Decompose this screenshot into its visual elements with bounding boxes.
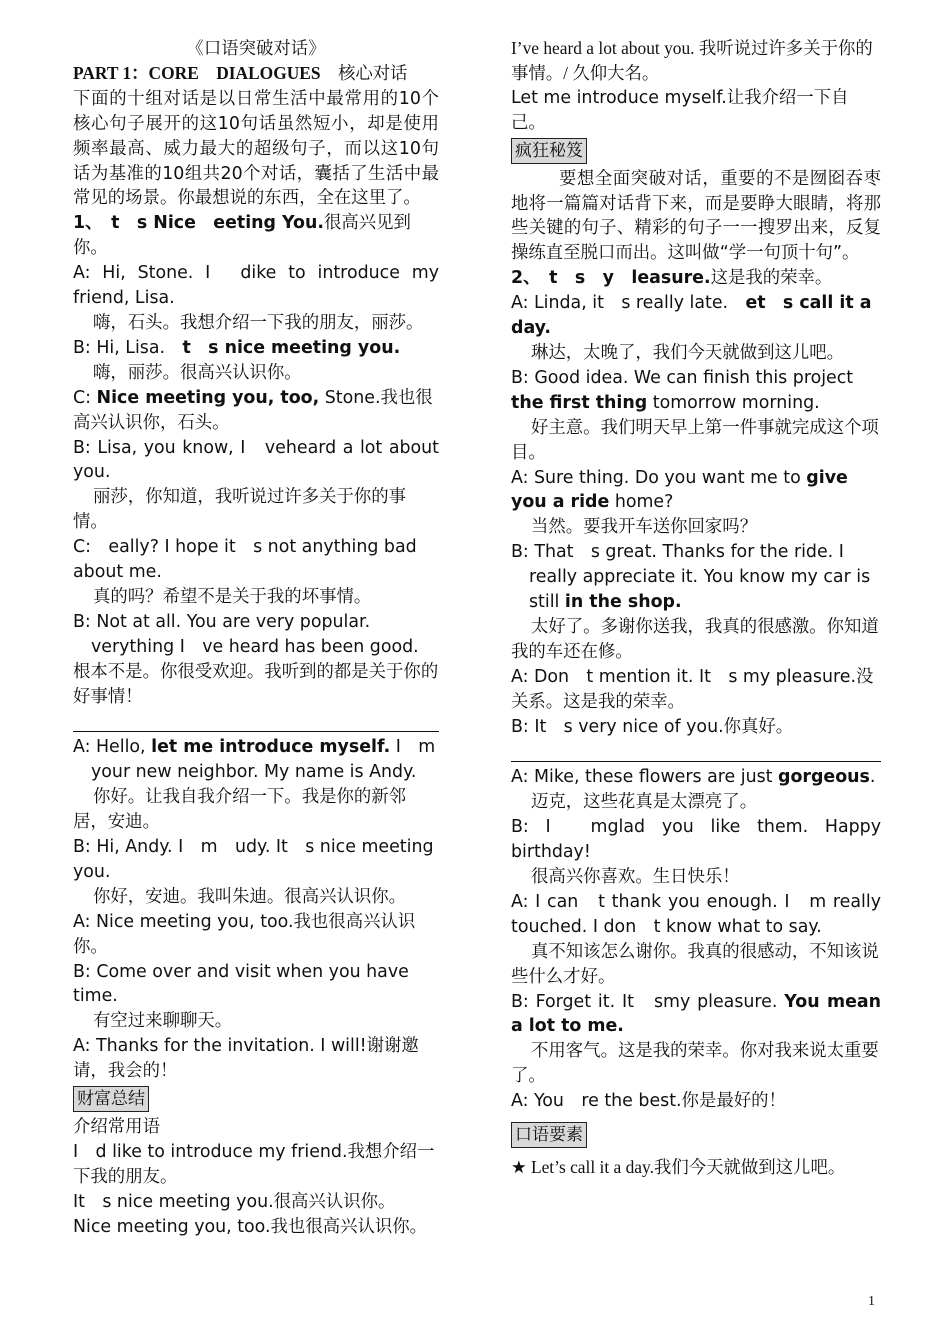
- dialogue-line-cont: your new neighbor. My name is Andy.: [91, 762, 417, 783]
- dialogue-line: C: eally? I hope it s not anything bad about me.: [73, 537, 417, 583]
- intro-paragraph: 下面的十组对话是以日常生活中最常用的10个核心句子展开的这10句话虽然短小，却是使用频率最高、威力最大的超级句子，而以这10句话为基准的10组共20个对话，囊括了生活中最常见的场景。你最想说的东西，全在这里了。: [73, 88, 439, 209]
- element-item: ★ Let’s call it a day.我们今天就做到这儿吧。: [511, 1157, 846, 1178]
- dialogue-line: B: That s great. Thanks for the ride. I: [511, 542, 844, 563]
- speaking-elements-label: 口语要素: [511, 1122, 587, 1148]
- dialogue-translation: 真的吗？希望不是关于我的坏事情。: [93, 586, 372, 607]
- dialogue-line: A: Don t mention it. It s my pleasure.没关系。这是我的荣幸。: [511, 666, 874, 712]
- section-divider: [511, 761, 881, 762]
- dialogue-line: A: Thanks for the invitation. I will!谢谢邀请，我会的！: [73, 1036, 419, 1082]
- dialogue-line: A: You re the best.你是最好的！: [511, 1091, 786, 1112]
- section-divider: [73, 731, 439, 732]
- dialogue-line: B: Hi, Lisa. t s nice meeting you.: [73, 337, 401, 358]
- summary-item: Let me introduce myself.让我介绍一下自己。: [511, 87, 849, 133]
- dialogue-line: A: Hello, let me introduce myself. I m: [73, 737, 436, 758]
- dialogue-translation: 当然。要我开车送你回家吗？: [531, 517, 758, 538]
- section-2-heading: [511, 266, 881, 291]
- dialogue-line: A: I can t thank you enough. I m really touched. I don t know what to say.: [511, 891, 881, 937]
- dialogue-translation: 有空过来聊聊天。: [93, 1011, 233, 1032]
- dialogue-translation: 根本不是。你很受欢迎。我听到的都是关于你的好事情！: [73, 661, 439, 707]
- summary-title: 介绍常用语: [73, 1117, 160, 1138]
- section-1-title-cn: 很高兴见到你。: [73, 213, 411, 259]
- dialogue-translation: 琳达，太晚了，我们今天就做到这儿吧。: [531, 342, 845, 363]
- summary-item: I d like to introduce my friend.我想介绍一下我的朋友。: [73, 1141, 435, 1187]
- dialogue-line: C: Nice meeting you, too, Stone.我也很高兴认识你，石头。: [73, 387, 433, 433]
- secret-tips-label: 疯狂秘笈: [511, 138, 587, 164]
- section-2-title-cn: 这是我的荣幸。: [710, 268, 833, 289]
- summary-item: It s nice meeting you.很高兴认识你。: [73, 1191, 396, 1212]
- dialogue-translation: 迈克，这些花真是太漂亮了。: [531, 792, 758, 813]
- dialogue-line: A: Nice meeting you, too.我也很高兴认识你。: [73, 911, 416, 957]
- part-label-cn: 核心对话: [337, 63, 408, 84]
- dialogue-translation: 好主意。我们明天早上第一件事就完成这个项目。: [511, 417, 879, 463]
- dialogue-line: A: Hi, Stone. I dike to introduce my friend, Lisa.: [73, 263, 439, 309]
- section-1-heading: [73, 211, 439, 261]
- dialogue-line: B: Not at all. You are very popular.: [73, 611, 371, 632]
- page-number: 1: [868, 1294, 875, 1309]
- dialogue-translation: 真不知该怎么谢你。我真的很感动，不知该说些什么才好。: [511, 941, 879, 987]
- dialogue-translation: 太好了。多谢你送我，我真的很感激。你知道我的车还在修。: [511, 616, 879, 662]
- star-icon: ★: [511, 1157, 527, 1178]
- dialogue-line: B: Hi, Andy. I m udy. It s nice meeting you.: [73, 836, 434, 882]
- part-label: PART 1：CORE DIALOGUES: [73, 62, 321, 83]
- dialogue-line: B: Good idea. We can finish this project the first thing tomorrow morning.: [511, 367, 854, 413]
- dialogue-line-cont: really appreciate it. You know my car is still in the shop.: [529, 567, 871, 613]
- dialogue-line: B: Come over and visit when you have time.: [73, 961, 409, 1007]
- dialogue-line: A: Mike, these flowers are just gorgeous.: [511, 767, 876, 788]
- dialogue-line: B: It s very nice of you.你真好。: [511, 716, 794, 737]
- dialogue-line: B: I mglad you like them. Happy birthday!: [511, 817, 881, 863]
- section-2-title: 2、 t s y leasure.: [511, 268, 711, 289]
- dialogue-line-cont: verything I ve heard has been good.: [91, 636, 419, 657]
- left-column: [73, 36, 439, 1240]
- dialogue-translation: 很高兴你喜欢。生日快乐！: [531, 866, 740, 887]
- dialogue-translation: 你好。让我自我介绍一下。我是你的新邻居，安迪。: [73, 787, 407, 833]
- tip-paragraph: 要想全面突破对话，重要的不是囫囵吞枣地将一篇篇对话背下来，而是要睁大眼睛，将那些关键的句子、精彩的句子一一搜罗出来，反复操练直至脱口而出。这叫做“学一句顶十句”。: [511, 168, 881, 264]
- dialogue-line: A: Linda, it s really late. et s call it a day.: [511, 293, 872, 339]
- right-column: [511, 36, 881, 1180]
- summary-item: Nice meeting you, too.我也很高兴认识你。: [73, 1216, 428, 1237]
- dialogue-translation: 你好，安迪。我叫朱迪。很高兴认识你。: [93, 886, 407, 907]
- summary-item: I’ve heard a lot about you. 我听说过许多关于你的事情。/ 久仰大名。: [511, 38, 873, 83]
- dialogue-line: B: Forget it. It smy pleasure. You mean a lot to me.: [511, 991, 881, 1037]
- dialogue-translation: 嗨，丽莎。很高兴认识你。: [93, 362, 302, 383]
- dialogue-line: B: Lisa, you know, I veheard a lot about you.: [73, 437, 439, 483]
- dialogue-translation: 嗨，石头。我想介绍一下我的朋友，丽莎。: [93, 312, 424, 333]
- dialogue-translation: 不用客气。这是我的荣幸。你对我来说太重要了。: [511, 1041, 879, 1087]
- section-1-title: 1、 t s Nice eeting You.: [73, 213, 324, 234]
- part-heading: [73, 61, 439, 87]
- wealth-summary-label: 财富总结: [73, 1086, 149, 1112]
- dialogue-line: A: Sure thing. Do you want me to give you a ride home?: [511, 467, 848, 513]
- doc-title: 《口语突破对话》: [186, 38, 326, 58]
- dialogue-translation: 丽莎，你知道，我听说过许多关于你的事情。: [73, 487, 407, 533]
